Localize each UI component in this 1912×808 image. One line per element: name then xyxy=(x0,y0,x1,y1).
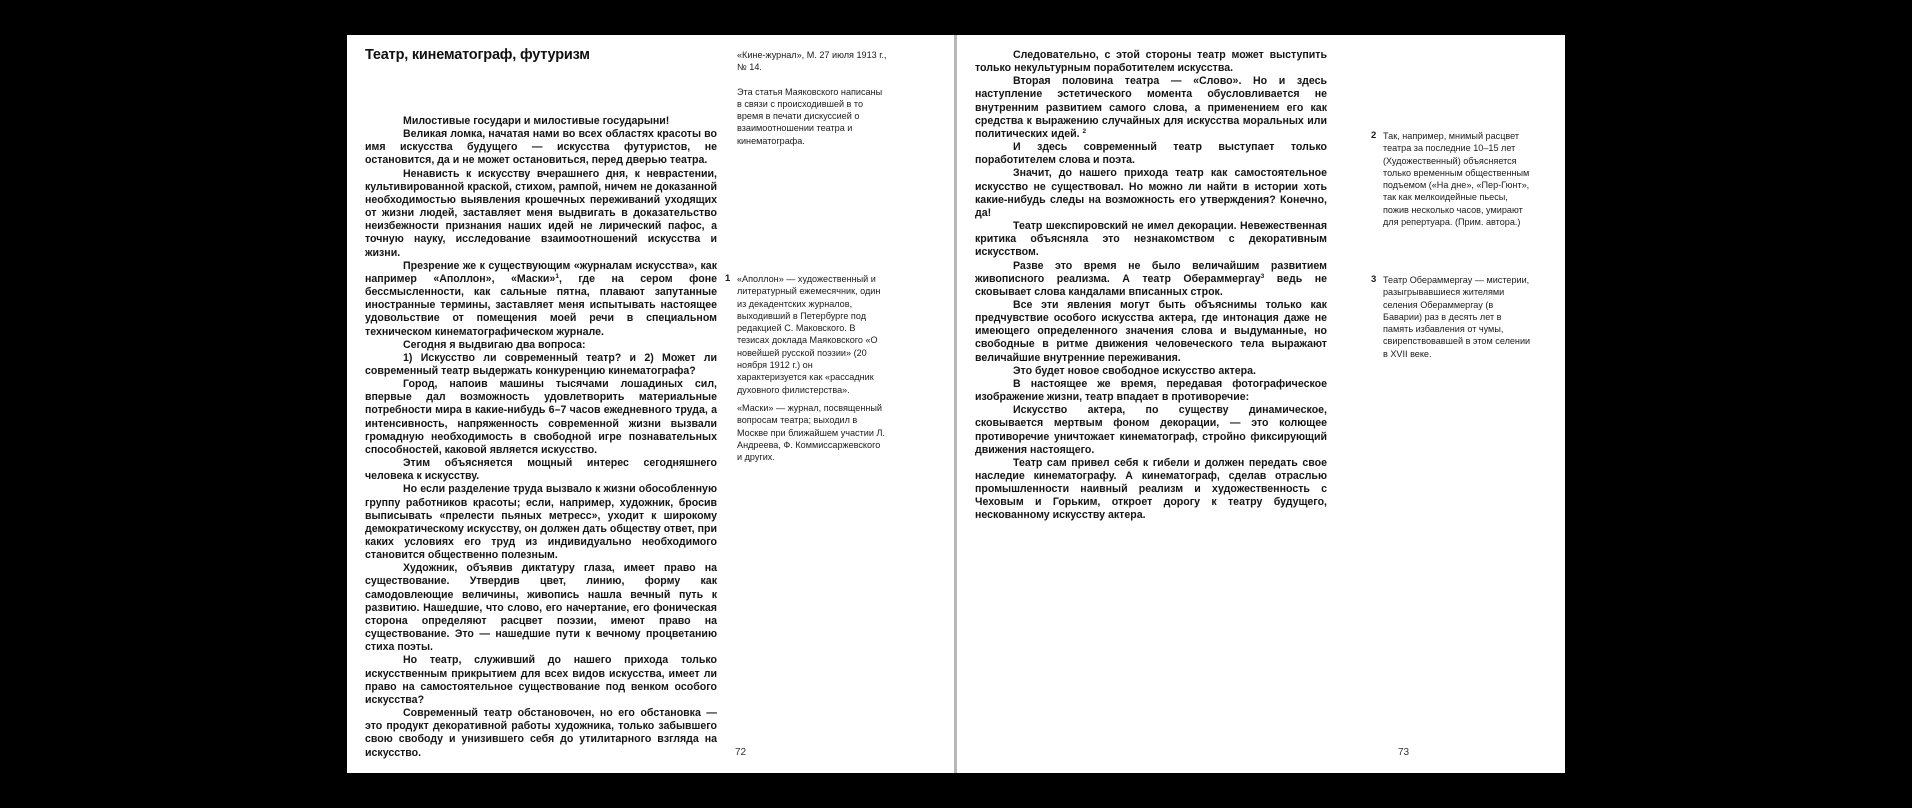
footnote-text: «Аполлон» — художественный и литературный ежемесячник, один из декадентских журналов, выходивший в Петербурге под редакцией С. Маковского. В тезисах доклада Маяковского «О новейшей русской поэзии» (20 ноября 1912 г.) он характеризуется как «рассадник духовного филистерства». xyxy=(737,274,881,395)
footnote-1 xyxy=(725,273,885,469)
footnote-ref[interactable]: 1 xyxy=(555,272,559,280)
paragraph: Искусство актера, по существу динамическое, сковывается мертвым фоном декорации, — это колющее противоречие уничтожает кинематограф, стройно фиксирующий движения настоящего. xyxy=(975,404,1327,456)
paragraph: Но если разделение труда вызвало к жизни обособленную группу работников красоты; если, например, художник, бросив выписывать «прелести пьяных метресс», уходит к широкому демократическому искусству, он должен дать обществу ответ, при каких условиях его труд из индивидуально необходимого становится общественно полезным. xyxy=(365,483,717,562)
source-citation: «Кине-журнал», М. 27 июля 1913 г., № 14. xyxy=(737,50,887,73)
paragraph xyxy=(975,260,1327,299)
paragraph: Театр шекспировский не имел декорации. Невежественная критика объясняла это незнакомством с декоративным искусством. xyxy=(975,220,1327,259)
footnote-text: «Маски» — журнал, посвященный вопросам театра; выходил в Москве при ближайшем участии Л. Андреева, Ф. Коммиссаржевского и других. xyxy=(737,402,885,463)
paragraph-part: Презрение же к существующим «журналам искусства», как например «Аполлон», «Маски» xyxy=(365,259,717,285)
paragraph: Но театр, служивший до нашего прихода только искусственным прикрытием для всех видов искусства, имеет ли право на самостоятельное существование под венком особого искусства? xyxy=(365,654,717,706)
paragraph: Город, напоив машины тысячами лошадиных сил, впервые дал возможность удовлетворить материальные потребности мира в какие-нибудь 6–7 часов ежедневного труда, а интенсивность, напряженность современной жизни вызвали громадную необходимость в свободной игре познавательных способностей, каковой является искусство. xyxy=(365,378,717,456)
paragraph: В настоящее же время, передавая фотографическое изображение жизни, театр впадает в противоречие: xyxy=(975,377,1327,404)
paragraph: Современный театр обстановочен, но его обстановка — это продукт декоративной работы художника, только забывшего свою свободу и унизившего себя до утилитарного взгляда на искусство. xyxy=(365,707,717,759)
paragraph-part: ведь не сковывает слова кандалами вписанных строк. xyxy=(975,272,1327,298)
editorial-note: Эта статья Маяковского написаны в связи с происходившей в то время в печати дискуссией о взаимоотношении театра и кинематографа. xyxy=(737,86,883,146)
paragraph: Великая ломка, начатая нами во всех областях красоты во имя искусства будущего — искусства футуристов, не остановится, да и не может остановиться, перед дверью театра. xyxy=(365,128,717,167)
paragraph xyxy=(975,75,1327,141)
source-note xyxy=(737,49,887,159)
paragraph: Милостивые государи и милостивые государыни! xyxy=(403,115,670,127)
paragraph-part: Разве это время не было величайшим развитием живописного реализма. А театр Обераммергау xyxy=(975,259,1327,285)
right-page xyxy=(957,35,1565,773)
paragraph: Ненависть к искусству вчерашнего дня, к неврастении, культивированной краской, стихом, рампой, ничем не доказанной необходимостью выявления крошечных переживаний уходящих от жизни людей, заставляет меня выдвигать в доказательство неизбежности признания наших идей не лирический пафос, а точную науку, исследование взаимоотношений искусства и жизни. xyxy=(365,167,717,259)
paragraph: Художник, объявив диктатуру глаза, имеет право на существование. Утвердив цвет, линию, форму как самодовлеющие величины, живопись нашла вечный путь к развитию. Нашедшие, что слово, его начертание, его фоническая сторона определяют расцвет поэзии, имеют право на существование. Это — нашедшие пути к вечному процветанию стиха поэты. xyxy=(365,562,717,654)
footnote-2 xyxy=(1371,130,1531,234)
paragraph: 1) Искусство ли современный театр? и 2) Может ли современный театр выдержать конкуренцию кинематографа? xyxy=(365,351,717,377)
body-text-left xyxy=(365,115,717,760)
footnote-number: 3 xyxy=(1371,274,1377,285)
paragraph: Театр сам привел себя к гибели и должен передать свое наследие кинематографу. А кинематограф, сделав отраслью промышленности наивный реализм и художественность с Чеховым и Горьким, откроет дорогу к театру будущего, нескованному искусству актера. xyxy=(975,456,1327,522)
page-number: 72 xyxy=(735,747,747,758)
article-title: Театр, кинематограф, футуризм xyxy=(365,47,590,63)
footnote-text: Так, например, мнимый расцвет театра за последние 10–15 лет (Художественный) объясняется только временным общественным подъемом («На дне», «Пер-Гюнт», так как мелкоидейные пьесы, пожив несколько часов, умирают для репертуара. (Прим. автора.) xyxy=(1383,131,1530,228)
footnote-3 xyxy=(1371,274,1531,366)
footnote-ref[interactable]: 2 xyxy=(1082,127,1087,135)
body-text-right xyxy=(975,49,1327,523)
paragraph: Этим объясняется мощный интерес сегодняшнего человека к искусству. xyxy=(365,457,717,483)
footnote-text: Театр Обераммергау — мистерии, разыгрывавшиеся жителями селения Обераммергау (в Баварии) раз в десять лет в память избавления от чумы, свирепствовавшей в этом селении в XVII веке. xyxy=(1383,275,1531,359)
paragraph-part: , где на сером фоне бессмысленности, как сальные пятна, плавают запутанные иностранные термины, заставляет меня испытывать настоящее удовольствие от помещения моей речи в специальном техническом кинематографическом журнале. xyxy=(365,272,717,338)
footnote-number: 2 xyxy=(1371,130,1377,141)
footnote-ref[interactable]: 3 xyxy=(1260,272,1265,280)
footnote-number: 1 xyxy=(725,273,731,284)
paragraph: Следовательно, с этой стороны театр может выступить только некультурным поработителем искусства. xyxy=(975,49,1327,75)
paragraph-part: Вторая половина театра — «Слово». Но и здесь наступление эстетического момента обусловливается не внутренним развитием самого слова, а применением его как средства к выражению случайных для искусства моральных или политических идей. xyxy=(975,75,1327,140)
paragraph: Сегодня я выдвигаю два вопроса: xyxy=(403,338,586,351)
paragraph xyxy=(365,260,717,339)
paragraph: Все эти явления могут быть объяснимы только как предчувствие особого искусства актера, где интонация даже не имеющего определенного значения слова и выдуманные, но свободные в ритме движения человеческого тела выражают величайшие внутренние переживания. xyxy=(975,298,1327,364)
paragraph: Это будет новое свободное искусство актера. xyxy=(1013,364,1256,377)
left-page xyxy=(347,35,955,773)
paragraph: Значит, до нашего прихода театр как самостоятельное искусство не существовал. Но можно ли найти в истории хоть какие-нибудь следы на возможность его утверждения? Конечно, да! xyxy=(975,167,1327,219)
page-number: 73 xyxy=(1398,747,1410,758)
paragraph: И здесь современный театр выступает только поработителем слова и поэта. xyxy=(975,141,1327,167)
